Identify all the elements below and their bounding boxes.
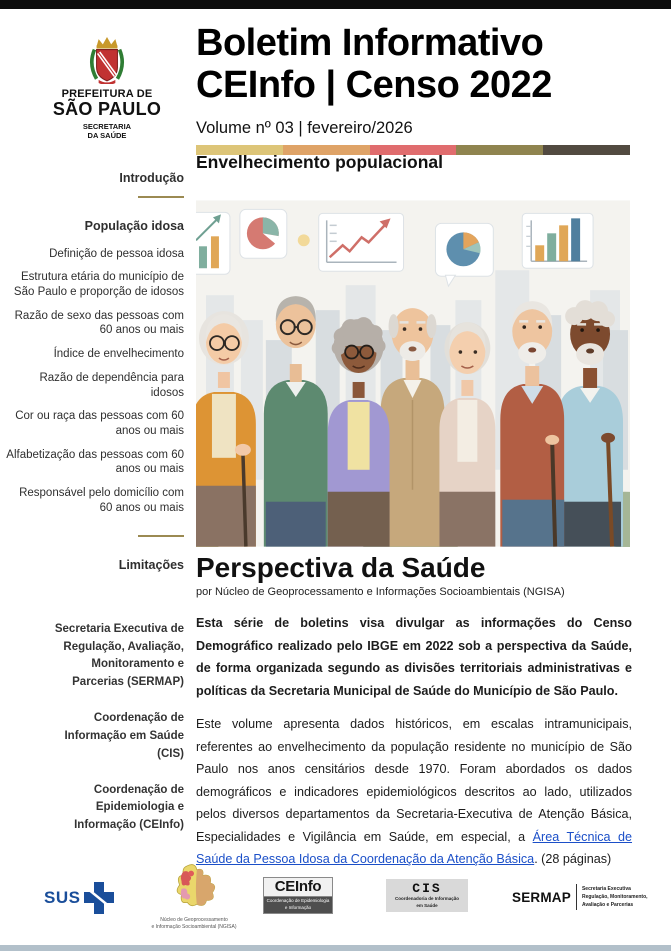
top-black-bar <box>0 0 671 9</box>
toc-item-definicao: Definição de pessoa idosa <box>49 247 184 260</box>
sidebar-divider <box>138 535 184 537</box>
cis-logo-subtitle1: Coordenadoria de Informação <box>394 896 459 901</box>
bar-line-chart-card-icon <box>196 212 230 274</box>
sus-cross-icon <box>84 882 114 914</box>
article-paragraph-2 <box>196 713 632 871</box>
ceinfo-logo <box>263 877 333 914</box>
article <box>196 552 632 871</box>
sermap-divider <box>576 884 577 910</box>
sermap-line3: Avaliação e Parcerias <box>581 902 634 908</box>
cis-logo-subtitle2: em Saúde <box>416 902 438 908</box>
section-title: Envelhecimento populacional <box>196 152 443 172</box>
toc-item-alfabetizacao: Alfabetização das pessoas com 60 anos ou mais <box>6 448 184 476</box>
toc-item-cor-raca: Cor ou raça das pessoas com 60 anos ou mais <box>15 410 184 437</box>
person-woman-pink-cardigan <box>439 322 495 546</box>
sao-paulo-map-icon <box>167 862 221 910</box>
ngisa-map-logo <box>146 862 242 931</box>
bulletin-title-line1: Boletim Informativo <box>196 22 544 64</box>
prefeitura-sao-paulo-logo <box>46 36 168 140</box>
line-chart-card-icon <box>319 213 404 271</box>
sidebar-org-list <box>6 621 184 835</box>
logo-text-sao-paulo: SÃO PAULO <box>52 99 162 119</box>
sao-paulo-crest-icon <box>88 36 126 84</box>
toc-item-limitacoes: Limitações <box>118 557 184 572</box>
toc-item-introducao: Introdução <box>119 171 184 185</box>
toc-item-responsavel-domicilio: Responsável pelo domicílio com 60 anos ou mais <box>19 487 184 514</box>
article-byline: por Núcleo de Geoprocessamento e Informações Socioambientais (NGISA) <box>196 586 565 598</box>
bottom-accent-bar <box>0 945 671 951</box>
logo-text-da-saude: DA SAÚDE <box>87 130 127 140</box>
toc-item-razao-sexo: Razão de sexo das pessoas com 60 anos ou mais <box>14 309 184 337</box>
stripe-segment <box>543 145 630 155</box>
sus-label: SUS <box>44 888 81 907</box>
bulletin-title-line2: CEInfo | Censo 2022 <box>196 64 552 106</box>
sus-logo <box>44 882 114 914</box>
article-paragraph-1: Esta série de boletins visa divulgar as informações do Censo Demográfico realizado pelo IBGE em 2022 sob a perspectiva da Saúde, de forma organizada segundo as divisões territoriais administrativas e políticas da Secretaria Municipal de Saúde do Município de São Paulo. <box>196 616 632 698</box>
ceinfo-logo-subtitle2: e Informação <box>284 904 312 910</box>
bar-chart-card-icon <box>522 213 593 268</box>
sermap-line1: Secretaria Executiva <box>581 886 631 892</box>
ngisa-caption-line1: Núcleo de Geoprocessamento <box>160 917 228 923</box>
org-cis: Coordenação de Informação em Saúde (CIS) <box>64 712 184 760</box>
elderly-group-illustration <box>196 200 630 547</box>
paragraph-2-end: . (28 páginas) <box>534 852 612 866</box>
person-woman-orange-cardigan-cane <box>196 311 256 546</box>
volume-line: Volume nº 03 | fevereiro/2026 <box>196 119 413 137</box>
sermap-logo <box>512 884 648 910</box>
cis-logo-title: CIS <box>412 881 442 896</box>
pie-chart-card-icon <box>240 209 287 258</box>
ceinfo-logo-title: CEInfo <box>264 878 332 897</box>
logo-text-secretaria: SECRETARIA <box>82 121 132 131</box>
cis-logo <box>386 879 468 912</box>
illustration-canvas <box>196 200 630 547</box>
org-sermap: Secretaria Executiva de Regulação, Avaliação, Monitoramento e Parcerias (SERMAP) <box>54 622 184 689</box>
toc-item-indice-envelhecimento: Índice de envelhecimento <box>53 348 184 361</box>
logo-text-prefeitura: PREFEITURA DE <box>61 88 153 100</box>
toc-item-estrutura-etaria: Estrutura etária do município de São Paulo e proporção de idosos <box>13 271 184 298</box>
ceinfo-logo-subtitle1: Coordenação de Epidemiologia <box>266 898 330 903</box>
header <box>196 22 632 155</box>
sidebar-toc <box>6 170 184 835</box>
toc-group-populacao-idosa: População idosa <box>84 219 184 234</box>
sermap-line2: Regulação, Monitoramento, <box>581 894 648 900</box>
ngisa-caption-line2: e Informação Socioambiental (NGISA) <box>151 924 237 930</box>
toc-item-razao-dependencia: Razão de dependência para idosos <box>39 371 184 399</box>
area-tecnica-link[interactable]: Área Técnica de Saúde da Pessoa Idosa da Coordenação da Atenção Básica <box>196 829 633 866</box>
sidebar-divider <box>138 196 184 198</box>
yellow-dot <box>298 234 310 246</box>
sermap-logo-title: SERMAP <box>512 889 571 905</box>
org-ceinfo: Coordenação de Epidemiologia e Informação (CEInfo) <box>74 783 184 832</box>
paragraph-2-text: Este volume apresenta dados históricos, em escalas intramunicipais, referentes ao envelhecimento da população residente no município de São Paulo nos anos censitários desde 1970. Foram abordados os dados demográficos e indicadores epidemiológicos descritos ao lado, utilizados pelos diversos departamentos da Secretaria-Executiva de Atenção Básica, Especialidades e Vigilância em Saúde, em especial, a <box>196 717 632 844</box>
person-woman-lavender-cardigan <box>328 317 390 546</box>
footer-logos <box>0 858 671 938</box>
article-title: Perspectiva da Saúde <box>196 552 486 583</box>
stripe-segment <box>456 145 543 155</box>
